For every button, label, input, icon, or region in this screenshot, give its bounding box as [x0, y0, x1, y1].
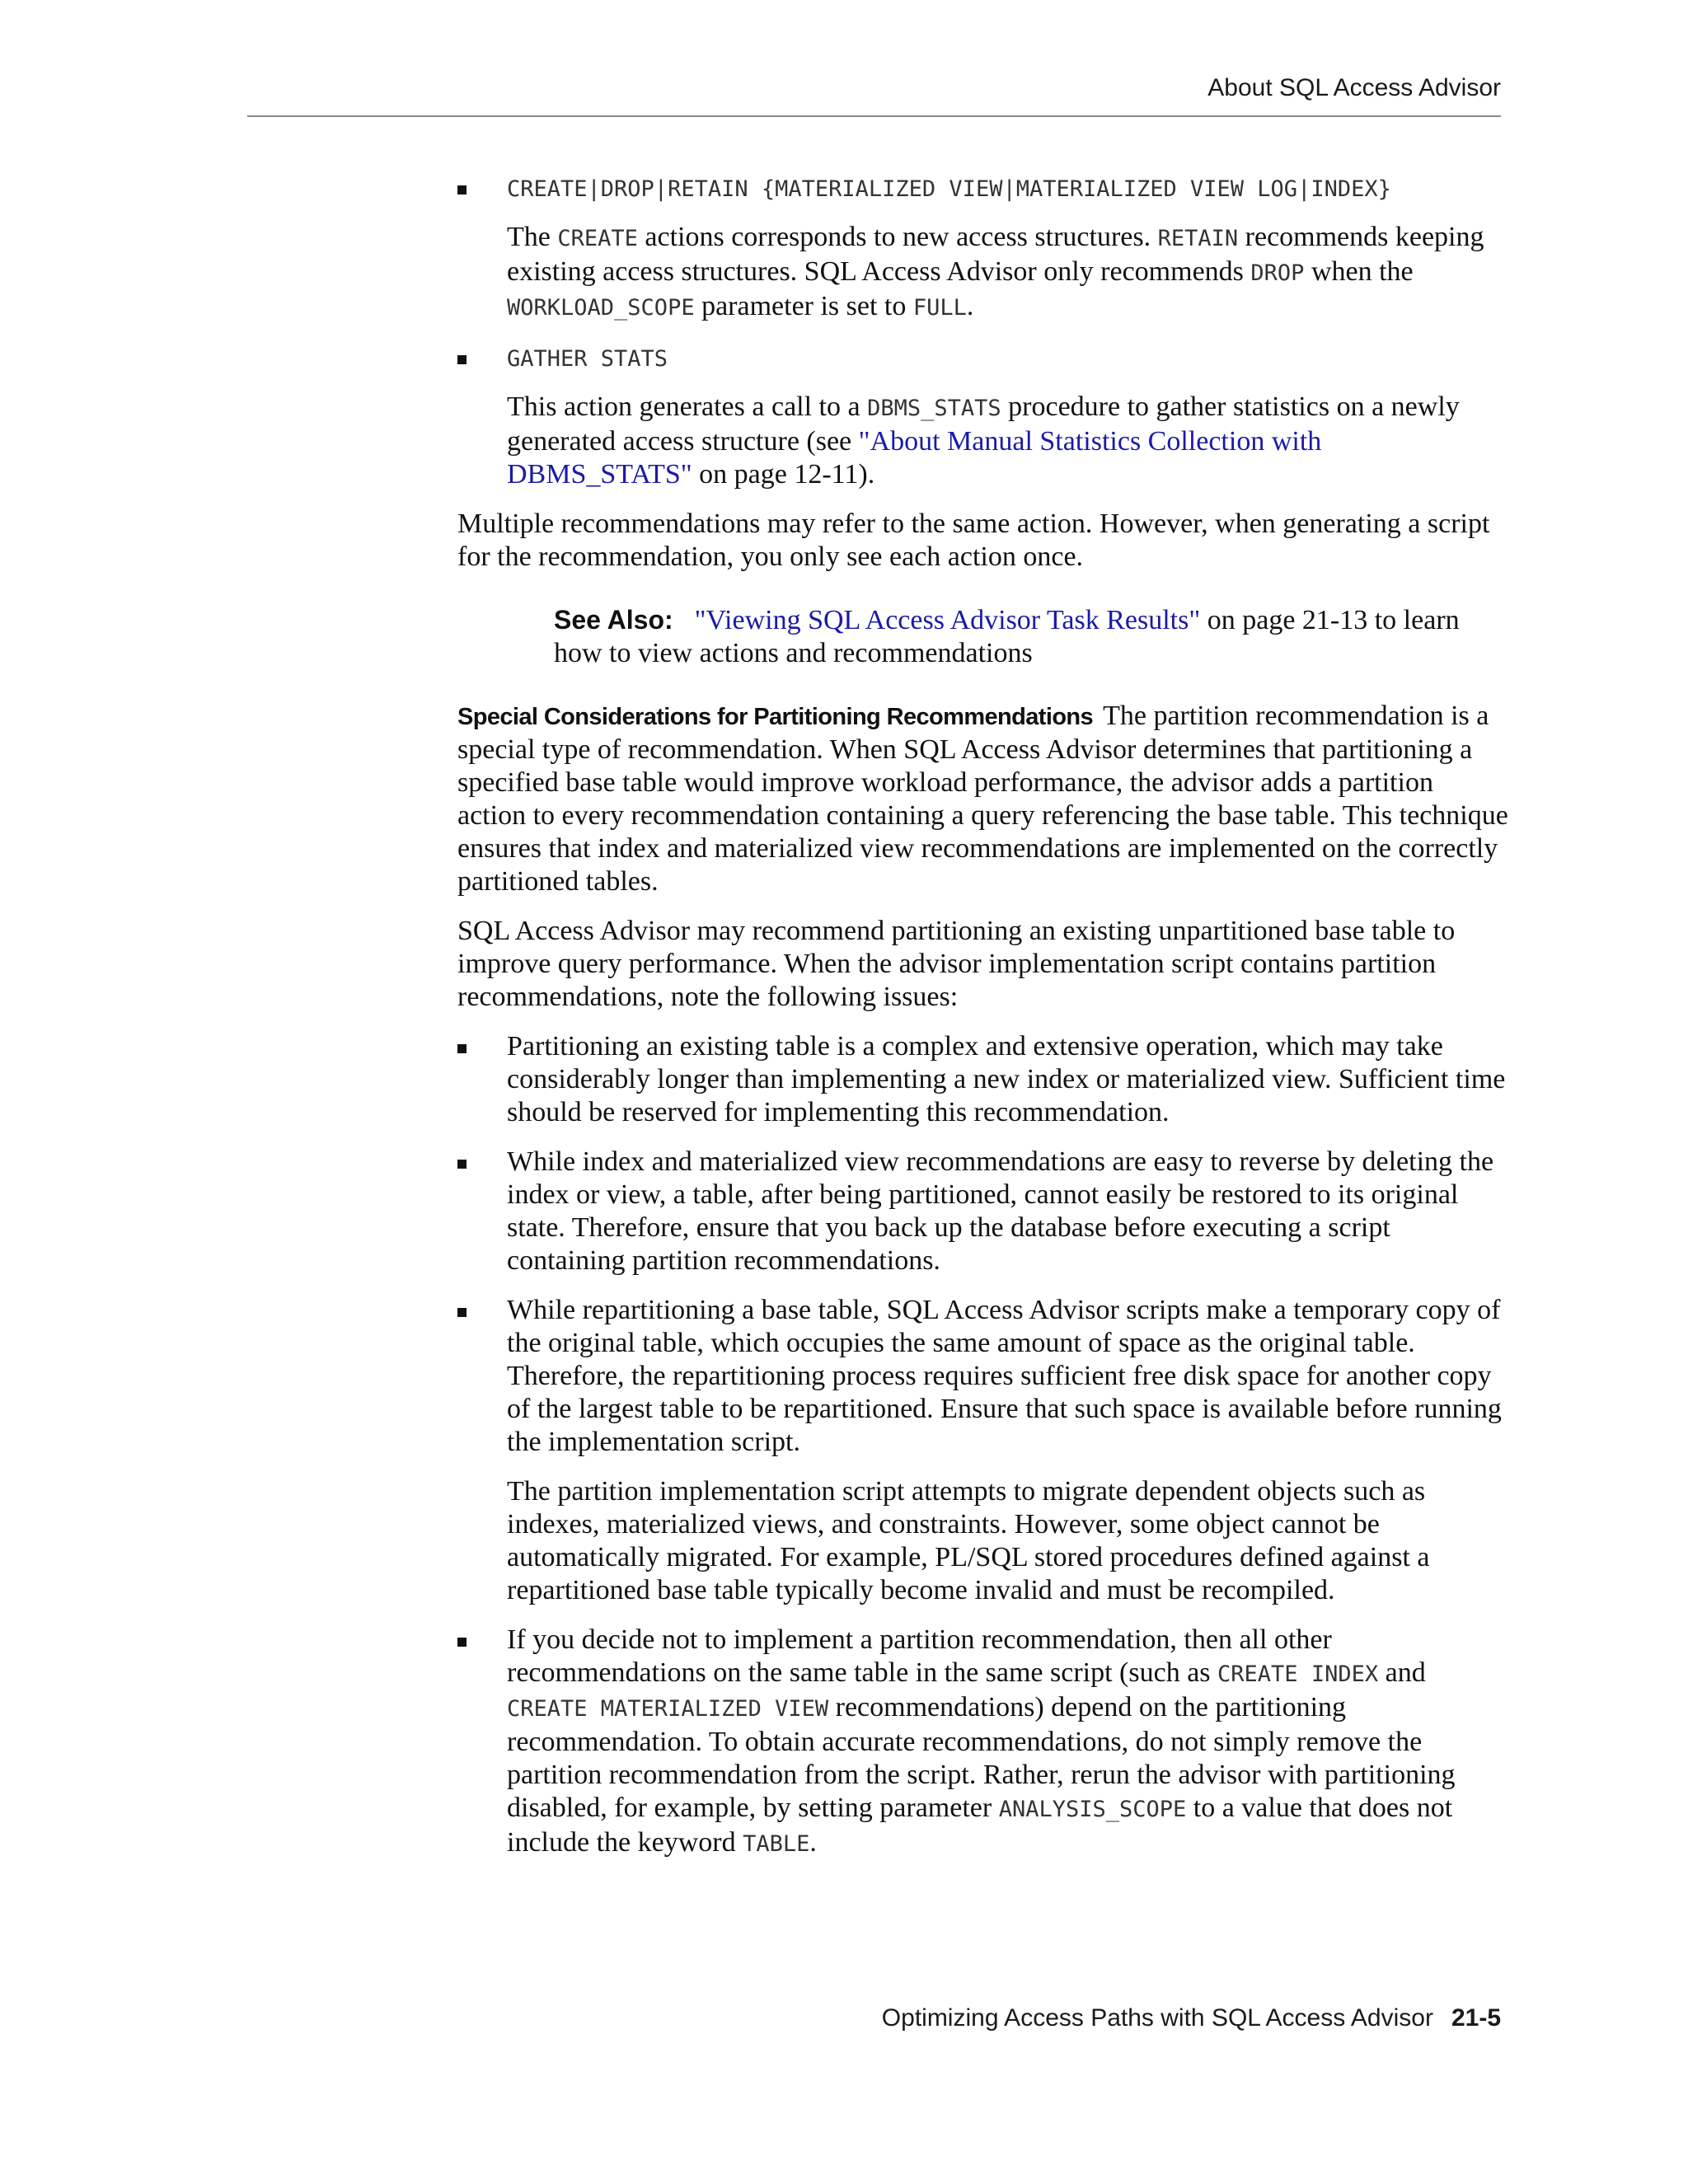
partition-issue-item: Partitioning an existing table is a complex and extensive operation, which may take considerably longer than implementing a new index or materialized view. Sufficient time should be reserved for implementing this recommendation. [457, 1030, 1508, 1129]
partition-issue-followup: The partition implementation script attempts to migrate dependent objects such as indexes, materialized views, and constraints. However, some object cannot be automatically migrated. For example, PL/SQL stored procedures defined against a repartitioned base table typically become invalid and must be recompiled. [507, 1476, 1430, 1605]
see-also-note: See Also: "Viewing SQL Access Advisor Task Results" on page 21-13 to learn how to view actions and recommendations [554, 605, 1460, 668]
partition-issue-item: While repartitioning a base table, SQL Access Advisor scripts make a temporary copy of the original table, which occupies the same amount of space as the original table. Therefore, the repartitioning process requires sufficient free disk space for another copy of the largest table to be repartitioned. Ensure that such space is available before running the implementation script. [457, 1294, 1508, 1459]
manual-statistics-link[interactable]: "About Manual Statistics Collection with DBMS_STATS" [507, 426, 1322, 490]
action-gather-code: GATHER STATS [507, 346, 668, 372]
partition-issue-item: While index and materialized view recommendations are easy to reverse by deleting the index or view, a table, after being partitioned, cannot easily be restored to its original state. Therefore, ensure that you back up the database before executing a script containing partition recommendations. [457, 1146, 1508, 1277]
header-rule [247, 115, 1501, 117]
action-create-code: CREATE|DROP|RETAIN {MATERIALIZED VIEW|MATERIALIZED VIEW LOG|INDEX} [507, 176, 1391, 202]
multiple-recommendations-paragraph: Multiple recommendations may refer to the same action. However, when generating a script for the recommendation, you only see each action once. [457, 509, 1490, 572]
section-heading: Special Considerations for Partitioning Recommendations [457, 704, 1094, 730]
task-results-link[interactable]: "Viewing SQL Access Advisor Task Results" [694, 605, 1201, 635]
partition-intro-paragraph: Special Considerations for Partitioning Recommendations The partition recommendation is a special type of recommendation. When SQL Access Advisor determines that partitioning a specified base table would improve workload performance, the advisor adds a partition action to every recommendation containing a query referencing the base table. This technique ensures that index and materialized view recommendations are implemented on the correctly partitioned tables. [457, 701, 1508, 897]
action-gather-description: This action generates a call to a DBMS_STATS procedure to gather statistics on a newly generated access structure (see "About Manual Statistics Collection with DBMS_STATS" on page 12-11). [507, 391, 1460, 490]
action-gather-item [457, 341, 1508, 374]
partition-issue-item: If you decide not to implement a partition recommendation, then all other recommendations on the same table in the same script (such as CREATE INDEX and CREATE MATERIALIZED VIEW recommendations) depend on the partitioning recommendation. To obtain accurate recommendations, do not simply remove the partition recommendation from the script. Rather, rerun the advisor with partitioning disabled, for example, by setting parameter ANALYSIS_SCOPE to a value that does not include the keyword TABLE. [457, 1624, 1508, 1861]
action-create-description: The CREATE actions corresponds to new access structures. RETAIN recommends keeping existing access structures. SQL Access Advisor only recommends DROP when the WORKLOAD_SCOPE parameter is set to FULL. [507, 222, 1484, 321]
partition-issues-paragraph: SQL Access Advisor may recommend partitioning an existing unpartitioned base table to improve query performance. When the advisor implementation script contains partition recommendations, note the following issues: [457, 916, 1456, 1012]
page-content [457, 171, 1508, 1877]
see-also-label: See Also: [554, 605, 673, 635]
action-create-item [457, 171, 1508, 204]
running-footer [882, 2004, 1501, 2032]
running-header: About SQL Access Advisor [1207, 74, 1501, 101]
footer-title: Optimizing Access Paths with SQL Access Advisor [881, 2004, 1433, 2032]
page-number: 21-5 [1451, 2004, 1501, 2032]
